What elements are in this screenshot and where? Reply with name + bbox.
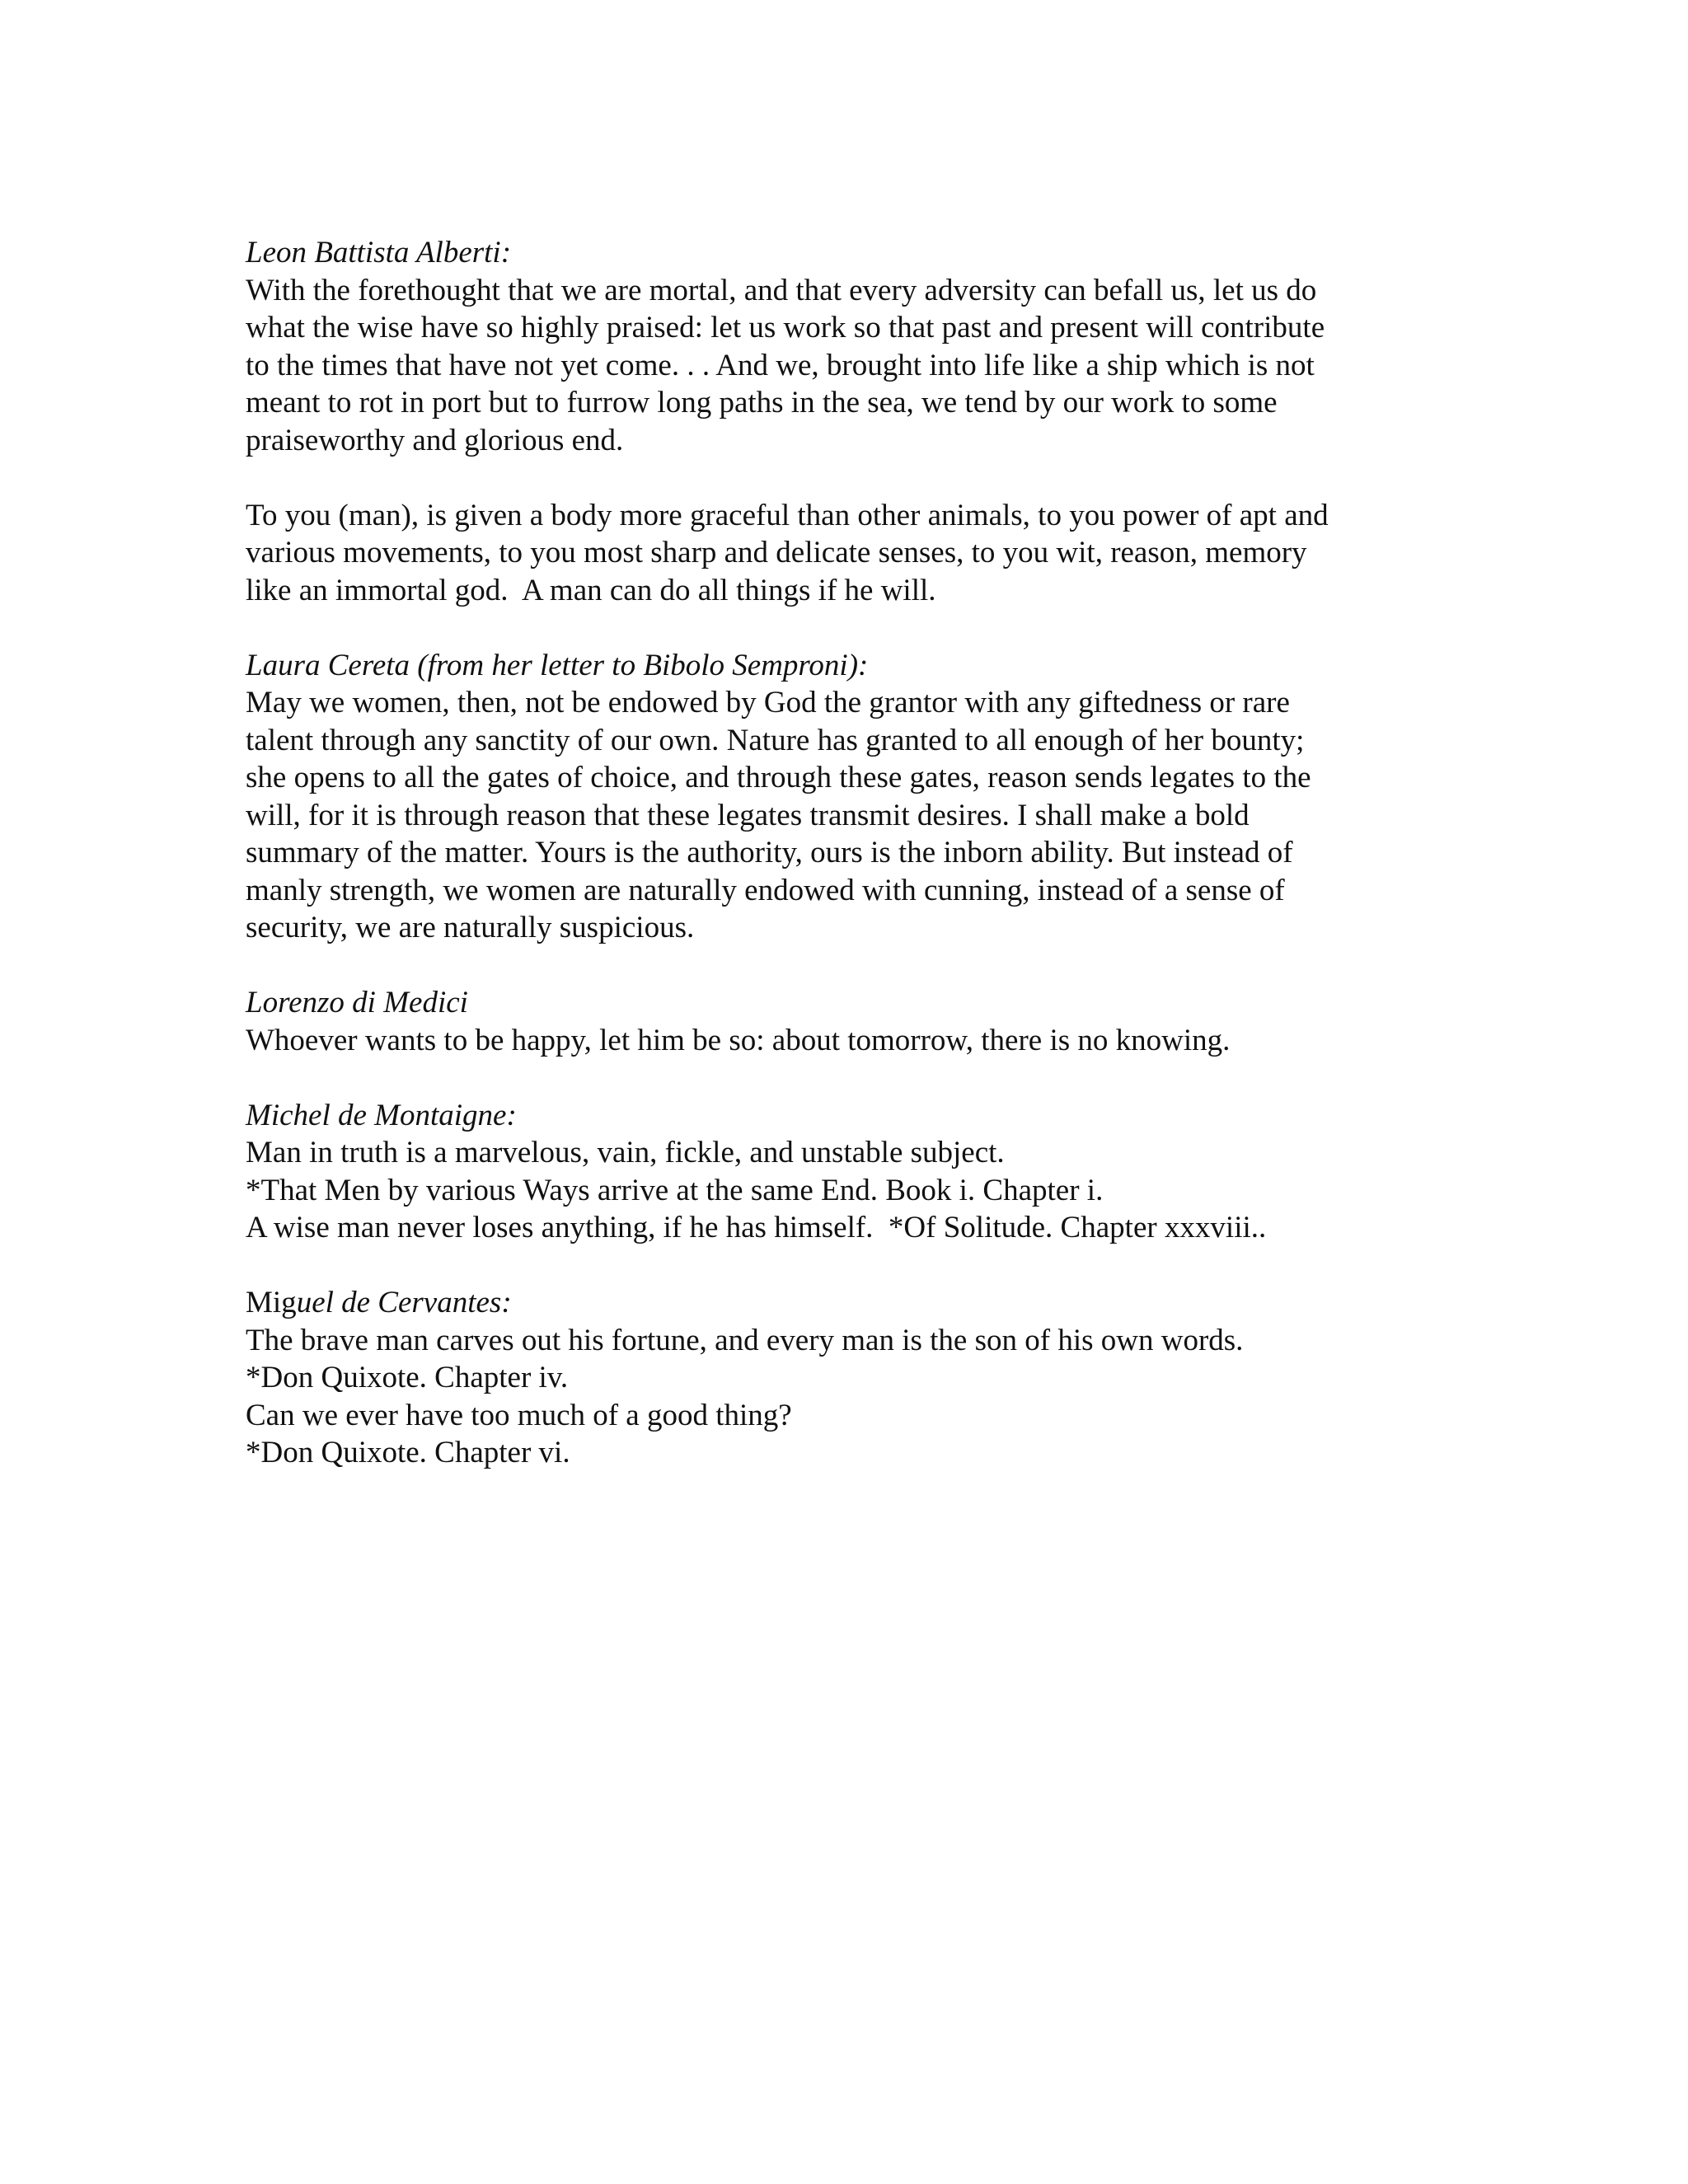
text-line: security, we are naturally suspicious. [246,911,695,944]
text-line: various movements, to you most sharp and delicate senses, to you wit, reason, memory [246,536,1307,569]
paragraph-spacer [246,459,1449,497]
author-heading [246,1284,1449,1322]
quote-paragraph [246,497,1449,610]
quote-paragraph [246,272,1449,460]
quote-section-montaigne [246,1097,1449,1247]
text-line: Can we ever have too much of a good thing? [246,1398,792,1432]
text-line: *That Men by various Ways arrive at the same End. Book i. Chapter i. [246,1173,1104,1207]
text-line: manly strength, we women are naturally endowed with cunning, instead of a sense of [246,873,1285,907]
section-spacer [246,1059,1449,1097]
text-line: meant to rot in port but to furrow long paths in the sea, we tend by our work to some [246,386,1278,419]
text-line: With the forethought that we are mortal, and that every adversity can befall us, let us do [246,273,1317,307]
author-heading: Michel de Montaigne: [246,1098,517,1132]
text-line: to the times that have not yet come. . . And we, brought into life like a ship which is not [246,348,1315,382]
text-line: summary of the matter. Yours is the authority, ours is the inborn ability. But instead of [246,836,1293,869]
text-line: May we women, then, not be endowed by God the grantor with any giftedness or rare [246,686,1290,719]
author-heading-roman: Mig [246,1286,297,1319]
section-spacer [246,609,1449,647]
text-line: she opens to all the gates of choice, and through these gates, reason sends legates to the [246,761,1311,794]
text-line: like an immortal god. A man can do all things if he will. [246,573,936,607]
text-line: Man in truth is a marvelous, vain, fickle, and unstable subject. [246,1136,1005,1169]
text-line: praiseworthy and glorious end. [246,423,624,457]
quote-section-cervantes [246,1284,1449,1472]
author-heading: Leon Battista Alberti: [246,236,512,269]
text-line: To you (man), is given a body more graceful than other animals, to you power of apt and [246,498,1329,532]
text-line: The brave man carves out his fortune, and every man is the son of his own words. [246,1323,1244,1357]
quote-section-cereta [246,647,1449,947]
document-body [246,234,1449,1472]
text-line: what the wise have so highly praised: let us work so that past and present will contribute [246,311,1325,344]
section-spacer [246,1247,1449,1285]
text-line: Whoever wants to be happy, let him be so: about tomorrow, there is no knowing. [246,1023,1231,1057]
author-heading: Lorenzo di Medici [246,986,468,1019]
author-heading: Laura Cereta (from her letter to Bibolo Semproni): [246,648,869,682]
text-line: talent through any sanctity of our own. Nature has granted to all enough of her bounty; [246,723,1305,757]
author-heading-italic: uel de Cervantes: [296,1286,512,1319]
text-line: *Don Quixote. Chapter iv. [246,1361,569,1394]
quote-section-alberti [246,234,1449,609]
text-line: will, for it is through reason that these legates transmit desires. I shall make a bold [246,798,1250,832]
section-spacer [246,947,1449,985]
text-line: A wise man never loses anything, if he has himself. *Of Solitude. Chapter xxxviii.. [246,1211,1267,1244]
quote-section-medici [246,984,1449,1059]
text-line: *Don Quixote. Chapter vi. [246,1436,570,1469]
